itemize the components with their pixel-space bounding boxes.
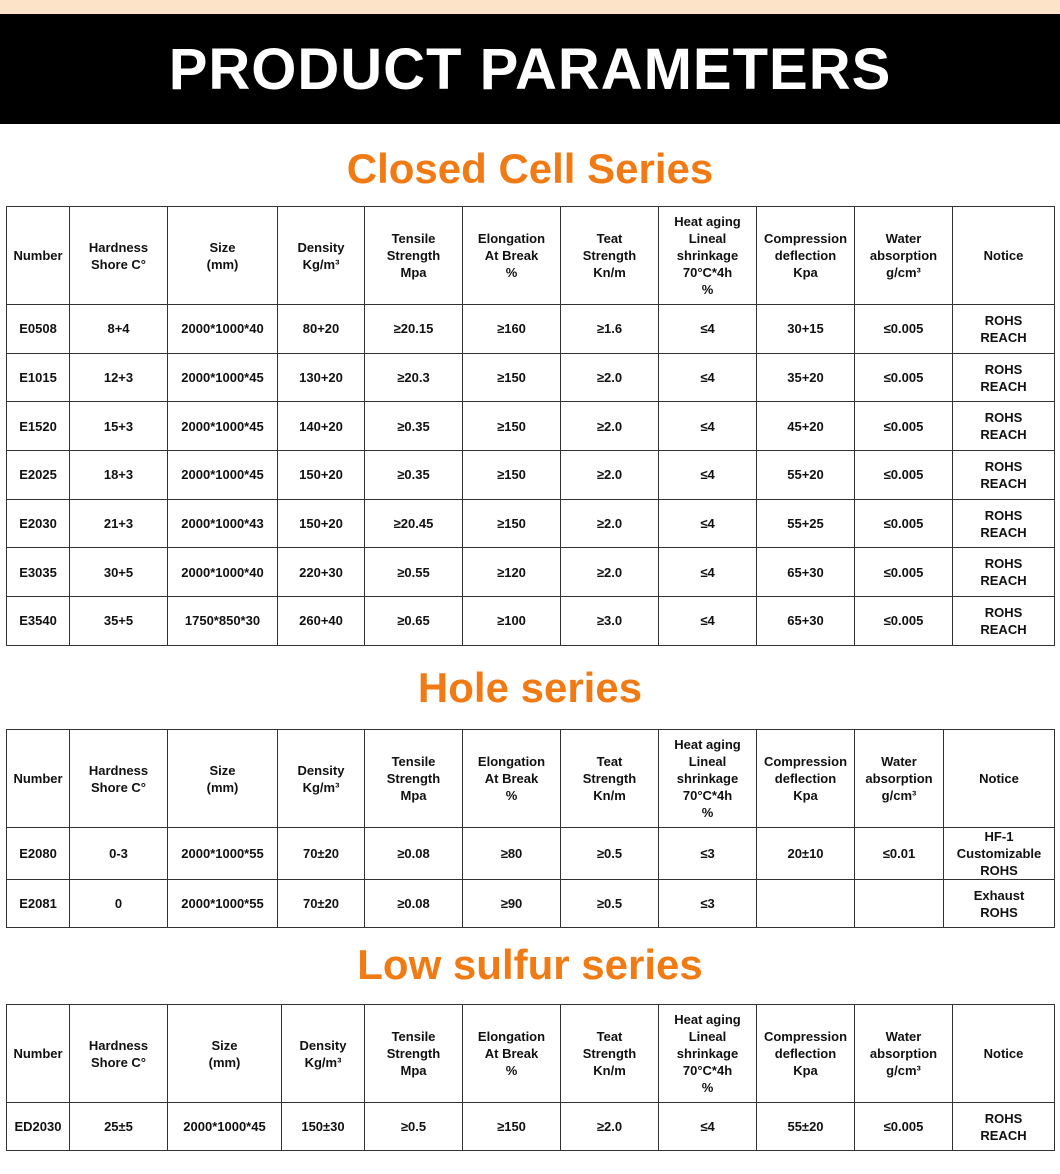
- header-water-absorption: Water absorption g/cm³: [855, 207, 953, 305]
- cell-elongation: ≥150: [463, 353, 561, 402]
- header-tensile-strength: Tensile Strength Mpa: [365, 1005, 463, 1103]
- header-density: Density Kg/m³: [278, 207, 365, 305]
- cell-water-absorption: ≤0.005: [855, 548, 953, 597]
- cell-elongation: ≥100: [463, 597, 561, 646]
- cell-water-absorption: ≤0.005: [855, 597, 953, 646]
- hole-series-title: Hole series: [417, 664, 643, 711]
- cell-compression-deflection: 45+20: [757, 402, 855, 451]
- table-row: [7, 1103, 1055, 1151]
- cell-size: 2000*1000*45: [168, 402, 278, 451]
- cell-density: 150+20: [278, 451, 365, 500]
- cell-hardness: 0: [70, 880, 168, 928]
- cell-elongation: ≥90: [463, 880, 561, 928]
- cell-teat-strength: ≥0.5: [561, 828, 659, 880]
- cell-notice: ROHS REACH: [953, 353, 1055, 402]
- cell-density: 150±30: [282, 1103, 365, 1151]
- cell-compression-deflection: 65+30: [757, 597, 855, 646]
- header-size: Size (mm): [168, 1005, 282, 1103]
- cell-heat-aging: ≤4: [659, 451, 757, 500]
- header-number: Number: [7, 730, 70, 828]
- table-header-row: [7, 730, 1055, 828]
- cell-teat-strength: ≥2.0: [561, 1103, 659, 1151]
- cell-heat-aging: ≤4: [659, 353, 757, 402]
- table-row: [7, 451, 1055, 500]
- cell-number: E0508: [7, 305, 70, 354]
- cell-notice: ROHS REACH: [953, 402, 1055, 451]
- header-heat-aging: Heat aging Lineal shrinkage 70°C*4h %: [659, 207, 757, 305]
- cell-hardness: 0-3: [70, 828, 168, 880]
- cell-elongation: ≥150: [463, 1103, 561, 1151]
- header-water-absorption: Water absorption g/cm³: [855, 1005, 953, 1103]
- low-sulfur-title: Low sulfur series: [357, 941, 703, 988]
- cell-heat-aging: ≤3: [659, 828, 757, 880]
- header-tensile-strength: Tensile Strength Mpa: [365, 207, 463, 305]
- cell-size: 2000*1000*45: [168, 1103, 282, 1151]
- cell-compression-deflection: 30+15: [757, 305, 855, 354]
- cell-tensile-strength: ≥20.15: [365, 305, 463, 354]
- cell-water-absorption: ≤0.005: [855, 499, 953, 548]
- cell-notice: ROHS REACH: [953, 499, 1055, 548]
- cell-number: E2081: [7, 880, 70, 928]
- cell-teat-strength: ≥2.0: [561, 353, 659, 402]
- cell-notice: Exhaust ROHS: [944, 880, 1055, 928]
- cell-heat-aging: ≤3: [659, 880, 757, 928]
- cell-hardness: 15+3: [70, 402, 168, 451]
- header-hardness: Hardness Shore C°: [70, 730, 168, 828]
- cell-elongation: ≥150: [463, 402, 561, 451]
- header-elongation: Elongation At Break %: [463, 1005, 561, 1103]
- header-notice: Notice: [953, 1005, 1055, 1103]
- header-notice: Notice: [953, 207, 1055, 305]
- header-density: Density Kg/m³: [282, 1005, 365, 1103]
- cell-size: 2000*1000*45: [168, 451, 278, 500]
- header-heat-aging: Heat aging Lineal shrinkage 70°C*4h %: [659, 1005, 757, 1103]
- cell-compression-deflection: [757, 880, 855, 928]
- table-row: [7, 499, 1055, 548]
- cell-density: 70±20: [278, 828, 365, 880]
- cell-hardness: 35+5: [70, 597, 168, 646]
- cell-hardness: 8+4: [70, 305, 168, 354]
- table-row: [7, 305, 1055, 354]
- cell-density: 220+30: [278, 548, 365, 597]
- cell-notice: ROHS REACH: [953, 305, 1055, 354]
- table-row: [7, 353, 1055, 402]
- cell-water-absorption: ≤0.01: [855, 828, 944, 880]
- table-row: [7, 597, 1055, 646]
- header-number: Number: [7, 207, 70, 305]
- cell-heat-aging: ≤4: [659, 548, 757, 597]
- cell-water-absorption: ≤0.005: [855, 402, 953, 451]
- cell-size: 2000*1000*40: [168, 305, 278, 354]
- cell-hardness: 21+3: [70, 499, 168, 548]
- cell-density: 150+20: [278, 499, 365, 548]
- cell-hardness: 30+5: [70, 548, 168, 597]
- cell-compression-deflection: 20±10: [757, 828, 855, 880]
- cell-number: E3540: [7, 597, 70, 646]
- cell-tensile-strength: ≥0.35: [365, 402, 463, 451]
- cell-heat-aging: ≤4: [659, 597, 757, 646]
- cell-teat-strength: ≥3.0: [561, 597, 659, 646]
- table-row: [7, 880, 1055, 928]
- cell-size: 2000*1000*43: [168, 499, 278, 548]
- cell-heat-aging: ≤4: [659, 305, 757, 354]
- cell-compression-deflection: 55+20: [757, 451, 855, 500]
- header-size: Size (mm): [168, 730, 278, 828]
- header-water-absorption: Water absorption g/cm³: [855, 730, 944, 828]
- cell-size: 2000*1000*55: [168, 828, 278, 880]
- cell-hardness: 12+3: [70, 353, 168, 402]
- header-size: Size (mm): [168, 207, 278, 305]
- cell-tensile-strength: ≥0.55: [365, 548, 463, 597]
- cell-elongation: ≥120: [463, 548, 561, 597]
- cell-elongation: ≥80: [463, 828, 561, 880]
- table-row: [7, 828, 1055, 880]
- header-notice: Notice: [944, 730, 1055, 828]
- cell-hardness: 18+3: [70, 451, 168, 500]
- header-teat-strength: Teat Strength Kn/m: [561, 207, 659, 305]
- header-density: Density Kg/m³: [278, 730, 365, 828]
- table-header-row: [7, 1005, 1055, 1103]
- cell-tensile-strength: ≥20.3: [365, 353, 463, 402]
- cell-elongation: ≥160: [463, 305, 561, 354]
- header-heat-aging: Heat aging Lineal shrinkage 70°C*4h %: [659, 730, 757, 828]
- cell-number: E2030: [7, 499, 70, 548]
- cell-teat-strength: ≥0.5: [561, 880, 659, 928]
- cell-notice: ROHS REACH: [953, 597, 1055, 646]
- cell-number: E1015: [7, 353, 70, 402]
- header-teat-strength: Teat Strength Kn/m: [561, 730, 659, 828]
- cell-size: 2000*1000*40: [168, 548, 278, 597]
- cell-density: 130+20: [278, 353, 365, 402]
- cell-compression-deflection: 65+30: [757, 548, 855, 597]
- cell-tensile-strength: ≥0.65: [365, 597, 463, 646]
- closed-cell-table: [6, 206, 1055, 646]
- header-hardness: Hardness Shore C°: [70, 207, 168, 305]
- cell-tensile-strength: ≥20.45: [365, 499, 463, 548]
- page-banner: [0, 14, 1060, 124]
- cell-teat-strength: ≥1.6: [561, 305, 659, 354]
- page-title: PRODUCT PARAMETERS: [168, 36, 892, 102]
- cell-elongation: ≥150: [463, 451, 561, 500]
- cell-density: 80+20: [278, 305, 365, 354]
- cell-number: ED2030: [7, 1103, 70, 1151]
- hole-series-table: [6, 729, 1055, 928]
- cell-teat-strength: ≥2.0: [561, 548, 659, 597]
- header-tensile-strength: Tensile Strength Mpa: [365, 730, 463, 828]
- cell-water-absorption: ≤0.005: [855, 1103, 953, 1151]
- cell-compression-deflection: 35+20: [757, 353, 855, 402]
- top-strip: [0, 0, 1060, 14]
- low-sulfur-table: [6, 1004, 1055, 1151]
- header-elongation: Elongation At Break %: [463, 207, 561, 305]
- cell-teat-strength: ≥2.0: [561, 499, 659, 548]
- table-row: [7, 402, 1055, 451]
- cell-density: 70±20: [278, 880, 365, 928]
- cell-notice: HF-1 Customizable ROHS: [944, 828, 1055, 880]
- cell-notice: ROHS REACH: [953, 451, 1055, 500]
- cell-water-absorption: ≤0.005: [855, 305, 953, 354]
- cell-heat-aging: ≤4: [659, 1103, 757, 1151]
- cell-heat-aging: ≤4: [659, 499, 757, 548]
- cell-water-absorption: ≤0.005: [855, 451, 953, 500]
- cell-tensile-strength: ≥0.08: [365, 828, 463, 880]
- header-teat-strength: Teat Strength Kn/m: [561, 1005, 659, 1103]
- cell-size: 2000*1000*55: [168, 880, 278, 928]
- cell-tensile-strength: ≥0.35: [365, 451, 463, 500]
- cell-number: E1520: [7, 402, 70, 451]
- cell-tensile-strength: ≥0.08: [365, 880, 463, 928]
- cell-number: E2025: [7, 451, 70, 500]
- cell-water-absorption: [855, 880, 944, 928]
- cell-size: 2000*1000*45: [168, 353, 278, 402]
- header-number: Number: [7, 1005, 70, 1103]
- header-compression-deflection: Compression deflection Kpa: [757, 1005, 855, 1103]
- header-compression-deflection: Compression deflection Kpa: [757, 730, 855, 828]
- cell-compression-deflection: 55±20: [757, 1103, 855, 1151]
- table-row: [7, 548, 1055, 597]
- cell-water-absorption: ≤0.005: [855, 353, 953, 402]
- cell-tensile-strength: ≥0.5: [365, 1103, 463, 1151]
- header-hardness: Hardness Shore C°: [70, 1005, 168, 1103]
- cell-size: 1750*850*30: [168, 597, 278, 646]
- header-compression-deflection: Compression deflection Kpa: [757, 207, 855, 305]
- cell-notice: ROHS REACH: [953, 548, 1055, 597]
- cell-number: E3035: [7, 548, 70, 597]
- cell-teat-strength: ≥2.0: [561, 451, 659, 500]
- cell-hardness: 25±5: [70, 1103, 168, 1151]
- cell-elongation: ≥150: [463, 499, 561, 548]
- cell-heat-aging: ≤4: [659, 402, 757, 451]
- table-header-row: [7, 207, 1055, 305]
- cell-notice: ROHS REACH: [953, 1103, 1055, 1151]
- cell-density: 260+40: [278, 597, 365, 646]
- cell-density: 140+20: [278, 402, 365, 451]
- cell-number: E2080: [7, 828, 70, 880]
- cell-teat-strength: ≥2.0: [561, 402, 659, 451]
- header-elongation: Elongation At Break %: [463, 730, 561, 828]
- cell-compression-deflection: 55+25: [757, 499, 855, 548]
- closed-cell-title: Closed Cell Series: [346, 145, 714, 192]
